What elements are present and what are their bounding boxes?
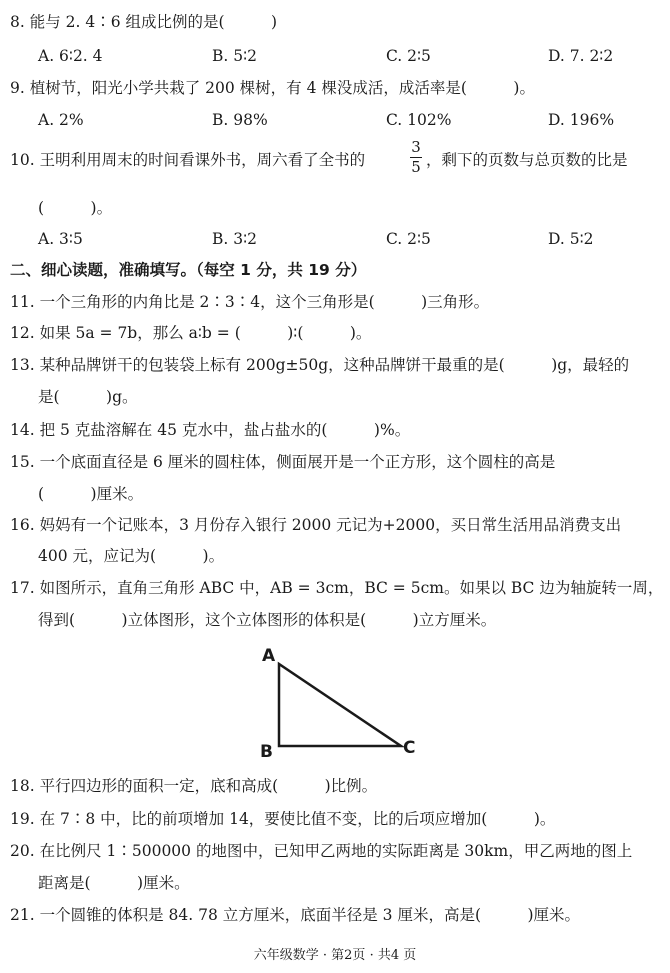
q9-option-a: A. 2%	[38, 111, 84, 129]
fraction-denominator: 5	[411, 158, 421, 176]
q10-option-b: B. 3∶2	[212, 230, 258, 248]
question-17-line1: 17. 如图所示，直角三角形 ABC 中，AB = 3cm，BC = 5cm。如果以 BC 边为轴旋转一周，	[10, 579, 664, 597]
question-10-part2: ，剩下的页数与总页数的比是	[426, 151, 628, 169]
q10-option-a: A. 3∶5	[38, 230, 83, 248]
question-19: 19. 在 7∶8 中，比的前项增加 14，要使比值不变，比的后项应增加( )。	[10, 810, 556, 828]
q9-option-c: C. 102%	[386, 111, 452, 129]
q8-option-a: A. 6∶2. 4	[38, 47, 103, 65]
page-footer: 六年级数学 · 第2页 · 共4 页	[253, 948, 417, 963]
vertex-label-b: B	[260, 742, 273, 762]
question-10-line2: ( )。	[38, 199, 113, 217]
question-14: 14. 把 5 克盐溶解在 45 克水中，盐占盐水的( )%。	[10, 421, 411, 439]
question-12: 12. 如果 5a = 7b，那么 a∶b = ( )∶( )。	[10, 324, 372, 342]
question-20-line1: 20. 在比例尺 1∶500000 的地图中，已知甲乙两地的实际距离是 30km，甲乙两地的图上	[10, 842, 633, 860]
vertex-label-c: C	[403, 738, 416, 758]
question-18: 18. 平行四边形的面积一定，底和高成( )比例。	[10, 777, 378, 795]
q8-option-d: D. 7. 2∶2	[548, 47, 614, 65]
question-8: 8. 能与 2. 4∶6 组成比例的是( )	[10, 13, 278, 31]
vertex-label-a: A	[262, 646, 276, 666]
triangle-abc	[279, 664, 401, 746]
q10-option-c: C. 2∶5	[386, 230, 431, 248]
question-17-line2: 得到( )立体图形，这个立体图形的体积是( )立方厘米。	[38, 611, 497, 629]
question-13-line2: 是( )g。	[38, 388, 138, 406]
q8-option-c: C. 2∶5	[386, 47, 431, 65]
q9-option-d: D. 196%	[548, 111, 615, 129]
question-10-part1: 10. 王明利用周末的时间看课外书，周六看了全书的	[10, 151, 366, 169]
q9-option-b: B. 98%	[212, 111, 268, 129]
section-2-title: 二、细心读题，准确填写。（每空 1 分，共 19 分）	[10, 261, 367, 279]
fraction-numerator: 3	[411, 138, 421, 156]
question-9: 9. 植树节，阳光小学共栽了 200 棵树，有 4 棵没成活，成活率是( )。	[10, 79, 535, 97]
question-15-line1: 15. 一个底面直径是 6 厘米的圆柱体，侧面展开是一个正方形，这个圆柱的高是	[10, 453, 556, 471]
question-15-line2: ( )厘米。	[38, 485, 144, 503]
question-20-line2: 距离是( )厘米。	[38, 874, 190, 892]
question-21: 21. 一个圆锥的体积是 84. 78 立方厘米，底面半径是 3 厘米，高是( )厘米。	[10, 906, 581, 924]
question-16-line1: 16. 妈妈有一个记账本，3 月份存入银行 2000 元记为+2000，买日常生活用品消费支出	[10, 516, 622, 534]
fraction-three-fifths	[408, 139, 424, 176]
q10-option-d: D. 5∶2	[548, 230, 594, 248]
question-11: 11. 一个三角形的内角比是 2∶3∶4，这个三角形是( )三角形。	[10, 293, 490, 311]
question-13-line1: 13. 某种品牌饼干的包装袋上标有 200g±50g，这种品牌饼干最重的是( )g，最轻的	[10, 356, 630, 374]
q8-option-b: B. 5∶2	[212, 47, 258, 65]
question-16-line2: 400 元，应记为( )。	[38, 547, 225, 565]
